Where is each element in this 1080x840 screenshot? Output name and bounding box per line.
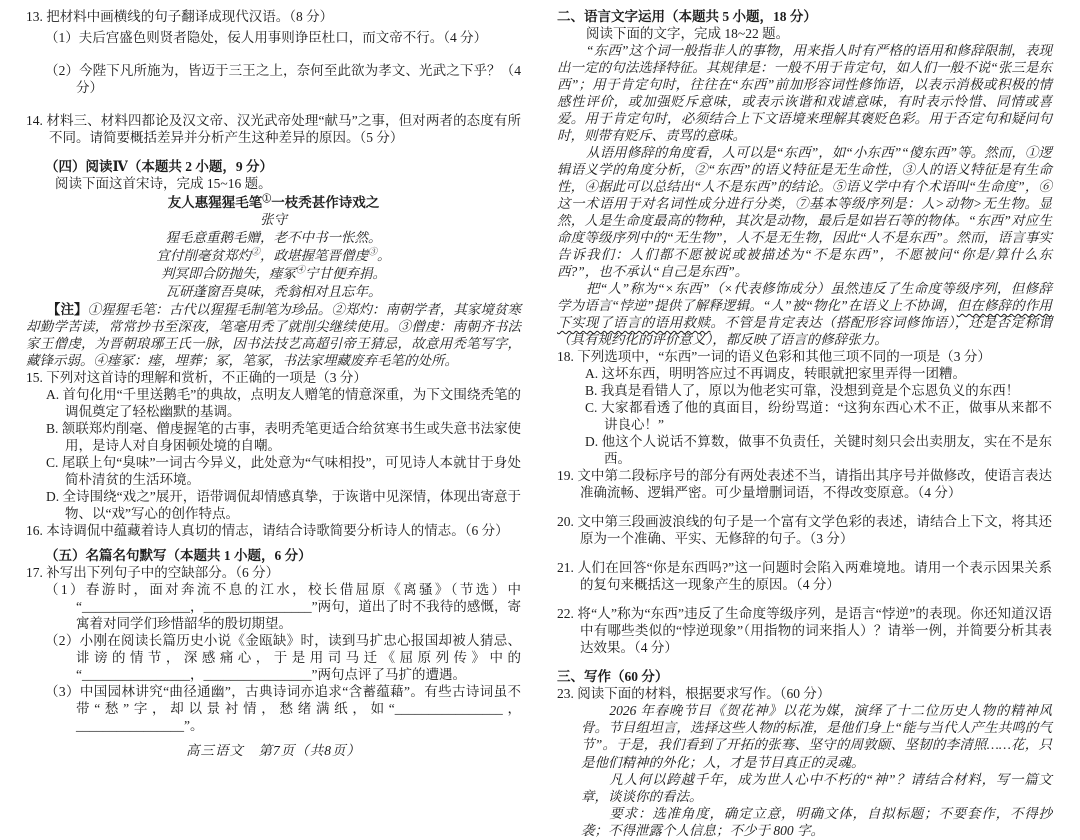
- question-13-part2: （2）今陛下凡所施为，皆迈于三王之上，奈何至此欲为孝文、光武之下乎？（4 分）: [45, 63, 521, 95]
- question-17-stem: 17. 补写出下列句子中的空缺部分。（6 分）: [26, 565, 280, 580]
- question-18-option-a: A. 这坏东西，明明答应过不再调皮，转眼就把家里弄得一团糟。: [585, 366, 966, 381]
- poem: [26, 194, 521, 301]
- poem-title-text-rest: 一枝秃甚作诗戏之: [271, 195, 380, 210]
- poem-title-note-marker: ①: [262, 193, 272, 204]
- poem-notes: 【注】①猩猩毛笔：古代以猩猩毛制笔为珍品。②郑灼：南朝学者，其家境贫寒却勤学苦读，常常抄书至深夜，笔毫用秃了就削尖继续使用。③僧虔：南朝齐书法家王僧虔，为晋朝琅琊王氏一脉，因书法技艺高超引帝王猜忌，故意用秃笔写字，藏锋示弱。④瘗冢：瘗，埋葬；冢，笔冢，书法家埋藏废弃毛笔的处所。: [26, 302, 522, 368]
- question-18-option-c: C. 大家都看透了他的真面目，纷纷骂道：“这狗东西心术不正，做事从来都不讲良心！”: [585, 400, 1052, 432]
- question-14: 14. 材料三、材料四都论及汉文帝、汉光武帝处理“献马”之事，但对两者的态度有所不同。请简要概括差异并分析产生这种差异的原因。（5 分）: [26, 113, 521, 145]
- passage-paragraph-2: 从语用修辞的角度看，人可以是“东西”，如“小东西”“傻东西”等。然而，①逻辑语义学的角度分析，②“东西”的语义特征是无生命性，③人的语义特征是有生命性，④据此可以总结出“人不是东西”的结论。⑤语义学中有个术语叫“生命度”，⑥这一术语用于对名词性成分进行分类，⑦基本等级序列是：人>动物>无生物。显然，人是生命度最高的物种，其次是动物，最后是如岩石等的物体。“东西”对应生命度等级序列中的“无生物”，人不是无生物，因此“人不是东西”。然而，语言事实告诉我们：人们都不愿被说或被描述为“不是东西”，不愿被问“你是/算什么东西?”，也不承认“自己是东西”。: [557, 145, 1052, 279]
- question-15-option-c: C. 尾联上句“臭味”一词古今异义，此处意为“气味相投”，可见诗人本就甘于身处简朴清贫的生活环境。: [46, 455, 521, 487]
- wavy-underlined-sentence: 但在修辞的作用下实现了语言的语用救赎: [557, 298, 1052, 330]
- question-21: 21. 人们在回答“你是东西吗?”这一问题时会陷入两难境地。请用一个表示因果关系的复句来概括这一现象产生的原因。（4 分）: [557, 560, 1052, 592]
- section-4-intro: 阅读下面这首宋诗，完成 15~16 题。: [55, 176, 272, 191]
- note-marker-2: ②: [250, 246, 260, 257]
- question-17-part1: （1）春游时，面对奔流不息的江水，校长借屈原《离骚》（节选）中“________________，________________”两句，道出了时不我待的感慨，寄寓着对同学们珍惜韶华的殷切期望。: [45, 582, 521, 631]
- section-4-heading: （四）阅读Ⅳ（本题共 2 小题，9 分）: [45, 159, 273, 174]
- section-2-intro: 阅读下面的文字，完成 18~22 题。: [586, 26, 790, 41]
- poem-title-text: 友人惠猩猩毛笔: [167, 195, 263, 210]
- question-20: 20. 文中第三段画波浪线的句子是一个富有文学色彩的表述，请结合上下文，将其还原为一个准确、平实、无修辞的句子。（3 分）: [557, 514, 1052, 546]
- right-column: [557, 8, 1053, 839]
- question-18-option-d: D. 他这个人说话不算数，做事不负责任，关键时刻只会出卖朋友，实在不是东西。: [585, 434, 1052, 466]
- section-3-heading: 三、写作（60 分）: [557, 669, 669, 684]
- poem-author: 张守: [260, 212, 287, 227]
- passage-paragraph-3: 把“人”称为“×东西”（×代表修饰成分）虽然违反了生命度等级序列，但修辞学为语言“悖逆”提供了解释逻辑。“人”被“物化”在语义上不协调，但在修辞的作用下实现了语言的语用救赎。不管是肯定表达（搭配形容词修饰语），还是否定称谓（具有规约化的评价意义），都反映了语言的修辞张力。: [557, 281, 1053, 347]
- question-13-part1: （1）夫后宫盛色则贤者隐处，佞人用事则诤臣杜口，而文帝不行。（4 分）: [45, 30, 488, 45]
- page-footer: 高三语文 第7页（共8页）: [186, 743, 361, 758]
- question-23-stem: 23. 阅读下面的材料，根据要求写作。（60 分）: [557, 686, 831, 701]
- note-marker-3: ③: [368, 246, 378, 257]
- section-5-heading: （五）名篇名句默写（本题共 1 小题，6 分）: [45, 548, 312, 563]
- essay-material-paragraph-3: 要求：选准角度，确定立意，明确文体，自拟标题；不要套作，不得抄袭；不得泄露个人信息；不少于 800 字。: [581, 806, 1052, 839]
- question-19: 19. 文中第二段标序号的部分有两处表述不当，请指出其序号并做修改，使语言表达准确流畅、逻辑严密。可少量增删词语，不得改变原意。（4 分）: [557, 468, 1052, 500]
- passage-paragraph-1: “东西”这个词一般指非人的事物，用来指人时有严格的语用和修辞限制，表现出一定的句法选择特征。其规律是：一般不用于肯定句，如人们一般不说“张三是东西”；用于肯定句时，往往在“东西”前加形容词性修饰语，以表示消极或积极的情感性评价，或加强贬斥意味，或表示诙谐和戏谑意味，有时表示怜惜、同情或喜爱。用于肯定句时，必须结合上下文语境来理解其褒贬色彩。用于否定句和疑问句时，则带有贬斥、责骂的意味。: [557, 43, 1052, 143]
- essay-material-paragraph-2: 凡人何以跨越千年，成为世人心中不朽的“神”？请结合材料，写一篇文章，谈谈你的看法。: [581, 771, 1052, 805]
- question-17-part3: （3）中国园林讲究“曲径通幽”，古典诗词亦追求“含蓄蕴藉”。有些古诗词虽不带“愁”字，却以景衬情，愁绪满纸，如“________________，________________”。: [45, 684, 521, 733]
- question-17-part2: （2）小刚在阅读长篇历史小说《金瓯缺》时，读到马扩忠心报国却被人猜忌、诽谤的情节，深感痛心，于是用司马迁《屈原列传》中的“________________，________________”两句点评了马扩的遭遇。: [45, 633, 521, 682]
- note-marker-4: ④: [295, 264, 305, 275]
- question-15-option-d: D. 全诗围绕“戏之”展开，语带调侃却情感真挚，于诙谐中见深情，体现出寄意于物、以“戏”写心的创作特点。: [46, 489, 521, 521]
- question-15-stem: 15. 下列对这首诗的理解和赏析，不正确的一项是（3 分）: [26, 370, 367, 385]
- poem-line-4: 瓦研蓬窗吾臭味，秃翁相对且忘年。: [165, 284, 382, 299]
- section-2-heading: 二、语言文字运用（本题共 5 小题，18 分）: [557, 9, 817, 24]
- question-16: 16. 本诗调侃中蕴藏着诗人真切的情志，请结合诗歌简要分析诗人的情志。（6 分）: [26, 523, 509, 538]
- question-15-option-b: B. 颔联郑灼削毫、僧虔握笔的古事，表明秃笔更适合给贫寒书生或失意书法家使用，是诗人对自身困顿处境的自嘲。: [46, 421, 521, 453]
- question-18-stem: 18. 下列选项中，“东西”一词的语义色彩和其他三项不同的一项是（3 分）: [557, 349, 991, 364]
- poem-title: [26, 194, 521, 211]
- note-label: 【注】: [46, 302, 88, 317]
- question-18-option-b: B. 我真是看错人了，原以为他老实可靠，没想到竟是个忘恩负义的东西！: [585, 383, 1020, 398]
- question-13-stem: 13. 把材料中画横线的句子翻译成现代汉语。（8 分）: [26, 9, 334, 24]
- left-column: [26, 8, 522, 758]
- poem-line-2: 宜付削毫贫郑灼②，政堪握笔晋僧虔③。: [156, 246, 391, 263]
- question-22: 22. 将“人”称为“东西”违反了生命度等级序列，是语言“悖逆”的表现。你还知道汉语中有哪些类似的“悖逆现象”（用指物的词来指人）？请举一例，并简要分析其表达效果。（4 分）: [557, 606, 1052, 655]
- poem-line-1: 猩毛意重鹅毛赠，老不中书一怅然。: [165, 230, 382, 245]
- poem-line-3: 判冥即合防抛失，瘗冢④宁甘便弃捐。: [160, 264, 386, 281]
- essay-material-paragraph-1: 2026 年春晚节目《贺花神》以花为媒，演绎了十二位历史人物的精神风骨。节目组坦言，选择这些人物的标准，是他们身上“能与当代人产生共鸣的气节”。于是，我们看到了开拓的张骞、坚守的周敦颐、坚韧的李清照……花，只是他们精神的外化；人，才是节目真正的灵魂。: [581, 703, 1052, 770]
- question-15-option-a: A. 首句化用“千里送鹅毛”的典故，点明友人赠笔的情意深重，为下文围绕秃笔的调侃奠定了轻松幽默的基调。: [46, 387, 521, 419]
